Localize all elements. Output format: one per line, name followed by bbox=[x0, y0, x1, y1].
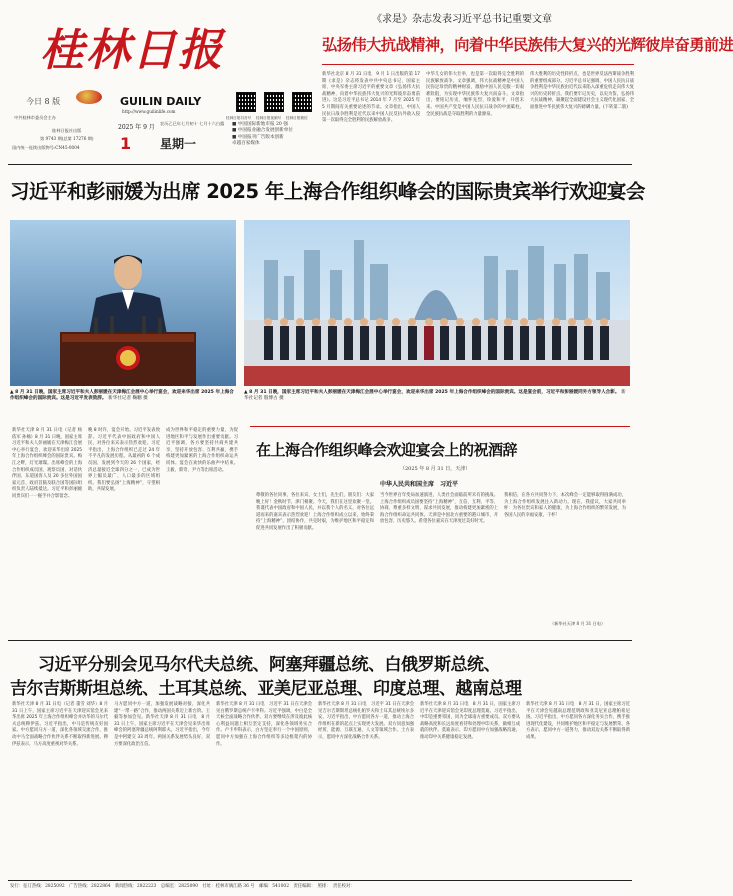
divider bbox=[8, 164, 632, 165]
meetings-column: 马方愿同中方一道，加强发展战略对接，深化共建“一带一路”合作，推动两国关系迈上新台阶。王毅等参加会见。新华社天津 8 月 31 日电 8 月 31 日上午，国家主席习近平在天津会见来华出席峰会的阿塞拜疆总统阿利耶夫。习近平指出，今年是中阿建交 33 周年。两国关系发展势头良好，双方要深化政治互信。 bbox=[114, 702, 210, 747]
photo-caption-left bbox=[10, 390, 236, 410]
meetings-headline-line-2[interactable]: 吉尔吉斯斯坦总统、土耳其总统、亚美尼亚总理、印度总理、越南总理 bbox=[10, 679, 522, 699]
photo-caption-right bbox=[244, 390, 630, 410]
service-item: 卓越百家媒体 bbox=[232, 140, 260, 146]
masthead-url: http://www.guilinlife.com bbox=[122, 109, 176, 114]
services-list bbox=[232, 122, 318, 147]
cn-number: 国内统一连续出版物号:CN45-0004 bbox=[12, 145, 80, 150]
divider bbox=[8, 640, 632, 641]
speech-byline: 中华人民共和国主席 习近平 bbox=[380, 481, 459, 488]
speech-title[interactable]: 在上海合作组织峰会欢迎宴会上的祝酒辞 bbox=[256, 441, 518, 459]
photo-credit: 新华社记者 殷博古 摄 bbox=[244, 390, 626, 402]
speech-box bbox=[250, 426, 630, 636]
speech-column: 我相信，在各方共同努力下，本次峰会一定能够取得圆满成功，为上海合作组织发展注入新动力。现在，我提议，大家共同举杯：为各位贵宾和家人的健康，为上海合作组织的繁荣发展，为各国人民的幸福安康，干杯！ bbox=[504, 493, 626, 518]
lead-photo-right bbox=[244, 220, 630, 386]
speech-column: 尊敬的各位同事，各位来宾，女士们，先生们，朋友们：大家晚上好！金秋时节，津门相聚。今天，我们在这里欢聚一堂。我谨代表中国政府和中国人民，并以我个人的名义，对各位远道而来的嘉宾表示热烈欢迎！上海合作组织成立以来，始终秉持“上海精神”，团结协作，共克时艰，为维护地区和平稳定和促进共同发展作出了积极贡献。 bbox=[256, 493, 374, 531]
lunar-date: 农历乙巳年七月初十 七月十六白露 bbox=[160, 121, 225, 126]
meetings-headline-line-1[interactable]: 习近平分别会见马尔代夫总统、阿塞拜疆总统、白俄罗斯总统、 bbox=[38, 655, 500, 675]
top-story bbox=[322, 6, 733, 162]
lead-article-column: 成为世界和平稳定的重要力量，为促进地区和平与发展作出重要贡献。习近平强调，各方要坚持共商共建共享，坚持开放包容、互利共赢，携手构建更加紧密的上海合作组织命运共同体。宴会在欢快的乐曲声中结束。王毅、蔡奇、尹力等出席活动。 bbox=[166, 428, 238, 473]
top-story-column: 伟大胜利的历史性转折点，也是世界反法西斯战争胜利的重要组成部分。习近平总书记强调，中国人民抗日战争胜利是中华民族由近代以来陷入深重危机走向伟大复兴的历史转折点。我们要牢记历史，以史为鉴，弘扬伟大抗战精神，凝聚起全面建设社会主义现代化国家、全面推进中华民族伟大复兴的磅礴力量。(下转第二版) bbox=[530, 72, 634, 110]
meetings-column: 新华社天津 8 月 31 日电 8 月 31 日，国家主席习近平在天津会见越南总理范明政和亚美尼亚总理帕希尼扬。习近平指出，中方愿同各方深化务实合作，携手推进现代化建设，共同维护地区和平稳定与发展繁荣。各方表示，愿同中方一道努力，推动双边关系不断取得新成果。 bbox=[526, 702, 630, 740]
date-label: 2025 年 9 月 bbox=[118, 124, 155, 131]
photo-credit: 新华社记者 鞠鹏 摄 bbox=[108, 396, 148, 402]
footer-info: 发行：征订热线：2825092 广告热线：2822864 新闻热线：2822223 总编室：2825090 社址：桂林市漓江路 36 号 邮编：541002 责任编辑： 照排： 责任校对： bbox=[10, 884, 355, 889]
day-number: 1 bbox=[120, 134, 132, 153]
lead-article-column: 新华社天津 8 月 31 日电（记者 杨依军 孙楠）8 月 31 日晚，国家主席习近平和夫人彭丽媛在天津梅江会展中心举行宴会，欢迎来华出席 2025 年上海合作组织峰会的国际贵宾。梅江之畔，灯光璀璨。出席峰会的上海合作组织成员国、观察员国、对话伙伴国、东道国客人及 20 多位外国国家元首、政府首脑及联合国等国际组织负责人陆续抵达。习近平和彭丽媛同贵宾们一一握手并合影留念。 bbox=[12, 428, 82, 499]
issue-number: 第 9743 期(总第 17276 期) bbox=[40, 136, 94, 141]
today-pages: 今日 8 版 bbox=[26, 97, 61, 106]
city-logo bbox=[76, 90, 102, 104]
lead-photo-left bbox=[10, 220, 236, 386]
top-story-column: 新华社北京 8 月 31 日电 9 月 1 日出版的第 17 期《求是》杂志将发表中共中央总书记、国家主席、中央军委主席习近平的重要文章《弘扬伟大抗战精神，向着中华民族伟大复兴的光辉彼岸奋勇前进》。这是习近平总书记 2014 年 7 月至 2025 年 5 月期间有关重要论述的节录。文章指出，中国人民抗日战争胜利是近代以来中国人民反抗外敌入侵第一次取得完全胜利的民族解放战争。 bbox=[322, 72, 420, 124]
meetings-column: 新华社天津 8 月 31 日电（记者 董雪 刘华）8 月 31 日上午，国家主席习近平在天津迎宾馆会见来华出席 2025 年上海合作组织峰会并访华的马尔代夫总统穆伊兹。习近平指出，中马是传统友好国家。中方愿同马方一道，深化各领域交流合作，推动中马全面战略合作伙伴关系不断取得新进展。穆伊兹表示，马方高度重视对华关系。 bbox=[12, 702, 108, 747]
caption-text: ▲ 8 月 31 日晚，国家主席习近平和夫人彭丽媛在天津梅江会展中心举行宴会，欢迎来华出席 2025 年上海合作组织峰会的国际贵宾。这是习近平发表致辞。 bbox=[10, 390, 234, 402]
divider bbox=[322, 64, 634, 65]
group-photo-illustration bbox=[244, 220, 630, 386]
speaker-illustration bbox=[10, 220, 236, 386]
lead-article-column: 晚 8 时许，宴会开始。习近平发表致辞。习近平代表中国政府和中国人民，对各位来宾表示热烈欢迎。习近平指出，上海合作组织已走过 24 年不平凡的发展历程。从最初的 6 个成员国，发展到今天的 26 个国家，经济总量接近全球四分之一，已成为世界上幅员最广、人口最多的区域组织。我们要弘扬“上海精神”，守望相助，共谋发展。 bbox=[88, 428, 160, 493]
meetings-column: 新华社天津 8 月 31 日电 8 月 31 日，国家主席习近平在天津迎宾馆会见印度总理莫迪。习近平指出，中印是重要邻国，同为全球南方重要成员。双方要从战略高度和长远角度看待和处理中印关系，做相互成就的伙伴。莫迪表示，印方愿同中方加强战略沟通，推动印中关系健康稳定发展。 bbox=[420, 702, 520, 740]
sponsor: 中共桂林市委员会主办 bbox=[14, 115, 56, 120]
top-story-column: 中华儿女的伟大壮举，也是第一次取得完全胜利的民族解放战争。文章强调，伟大抗战精神是中国人民弥足珍贵的精神财富，激励中国人民克服一切艰难险阻，为实现中华民族伟大复兴而奋斗。文章指出，要铭记历史、缅怀先烈、珍爱和平、开创未来。中国共产党是中国人民抗日战争的中流砥柱。全民族抗战是夺取胜利的力量源泉。 bbox=[426, 72, 524, 117]
service-item: ■ 中国国际新地市报 20 强 bbox=[232, 122, 288, 127]
top-story-kicker[interactable]: 《求是》杂志发表习近平总书记重要文章 bbox=[372, 14, 552, 25]
top-story-headline[interactable]: 弘扬伟大抗战精神，向着中华民族伟大复兴的光辉彼岸奋勇前进 bbox=[322, 36, 733, 54]
service-item: ■ 中国报业融合发展创新单位 bbox=[232, 128, 293, 134]
service-item: ■ 中国报刊广告版本创新 bbox=[232, 134, 284, 140]
qr-code-icon[interactable] bbox=[264, 92, 284, 112]
speech-column: 当今世界百年变局加速演进，人类社会面临前所未有的挑战。上海合作组织成员国要坚持“上海精神”，互信、互利、平等、协商、尊重多样文明、谋求共同发展，推动构建更加紧密的上海合作组织命运共同体。天津是中国北方重要的港口城市，开放包容、历史悠久。希望各位嘉宾在天津度过美好时光。 bbox=[380, 493, 498, 525]
divider bbox=[8, 880, 632, 881]
qr-label: 桂林日报抖音号 bbox=[226, 116, 252, 120]
caption-text: ▲ 8 月 31 日晚，国家主席习近平和夫人彭丽媛在天津梅江会展中心举行宴会，欢迎来华出席 2025 年上海合作组织峰会的国际贵宾。这是宴会前，习近平和彭丽媛同外方领导人合影。 bbox=[244, 390, 620, 395]
meetings-column: 新华社天津 8 月 31 日电 习近平 31 日在天津会见白俄罗斯总统卢卡申科。习近平强调，中白是全天候全面战略合作伙伴。双方要继续在涉及彼此核心利益问题上相互坚定支持，深化各领域务实合作。卢卡申科表示，白方坚定奉行一个中国原则，愿同中方加强在上海合作组织等多边框架内的协作。 bbox=[216, 702, 312, 747]
speech-dateline: （2025 年 8 月 31 日，天津） bbox=[400, 466, 471, 472]
qr-code-icon[interactable] bbox=[236, 92, 256, 112]
publisher: 桂林日报社出版 bbox=[52, 128, 82, 133]
qr-label: 桂林日报微信 bbox=[286, 116, 308, 120]
lead-headline[interactable]: 习近平和彭丽媛为出席 2025 年上海合作组织峰会的国际贵宾举行欢迎宴会 bbox=[10, 180, 645, 203]
weekday: 星期一 bbox=[160, 137, 197, 151]
masthead-latin: GUILIN DAILY bbox=[120, 95, 202, 108]
speech-end: （新华社天津 8 月 31 日电） bbox=[550, 621, 606, 626]
qr-code-icon[interactable] bbox=[292, 92, 312, 112]
masthead-title: 桂林日报 bbox=[40, 25, 224, 76]
meetings-column: 新华社天津 8 月 31 日电 习近平 31 日在天津会见吉尔吉斯斯坦总统扎帕罗夫和土耳其总统埃尔多安。习近平指出，中方愿同各方一道，推动上海合作组织在新的起点上实现更大发展。双方同意加强经贸、能源、互联互通、人文等领域合作。土方表示，愿同中方深化战略合作关系。 bbox=[318, 702, 414, 740]
qr-label: 桂林日报视频号 bbox=[256, 116, 282, 120]
